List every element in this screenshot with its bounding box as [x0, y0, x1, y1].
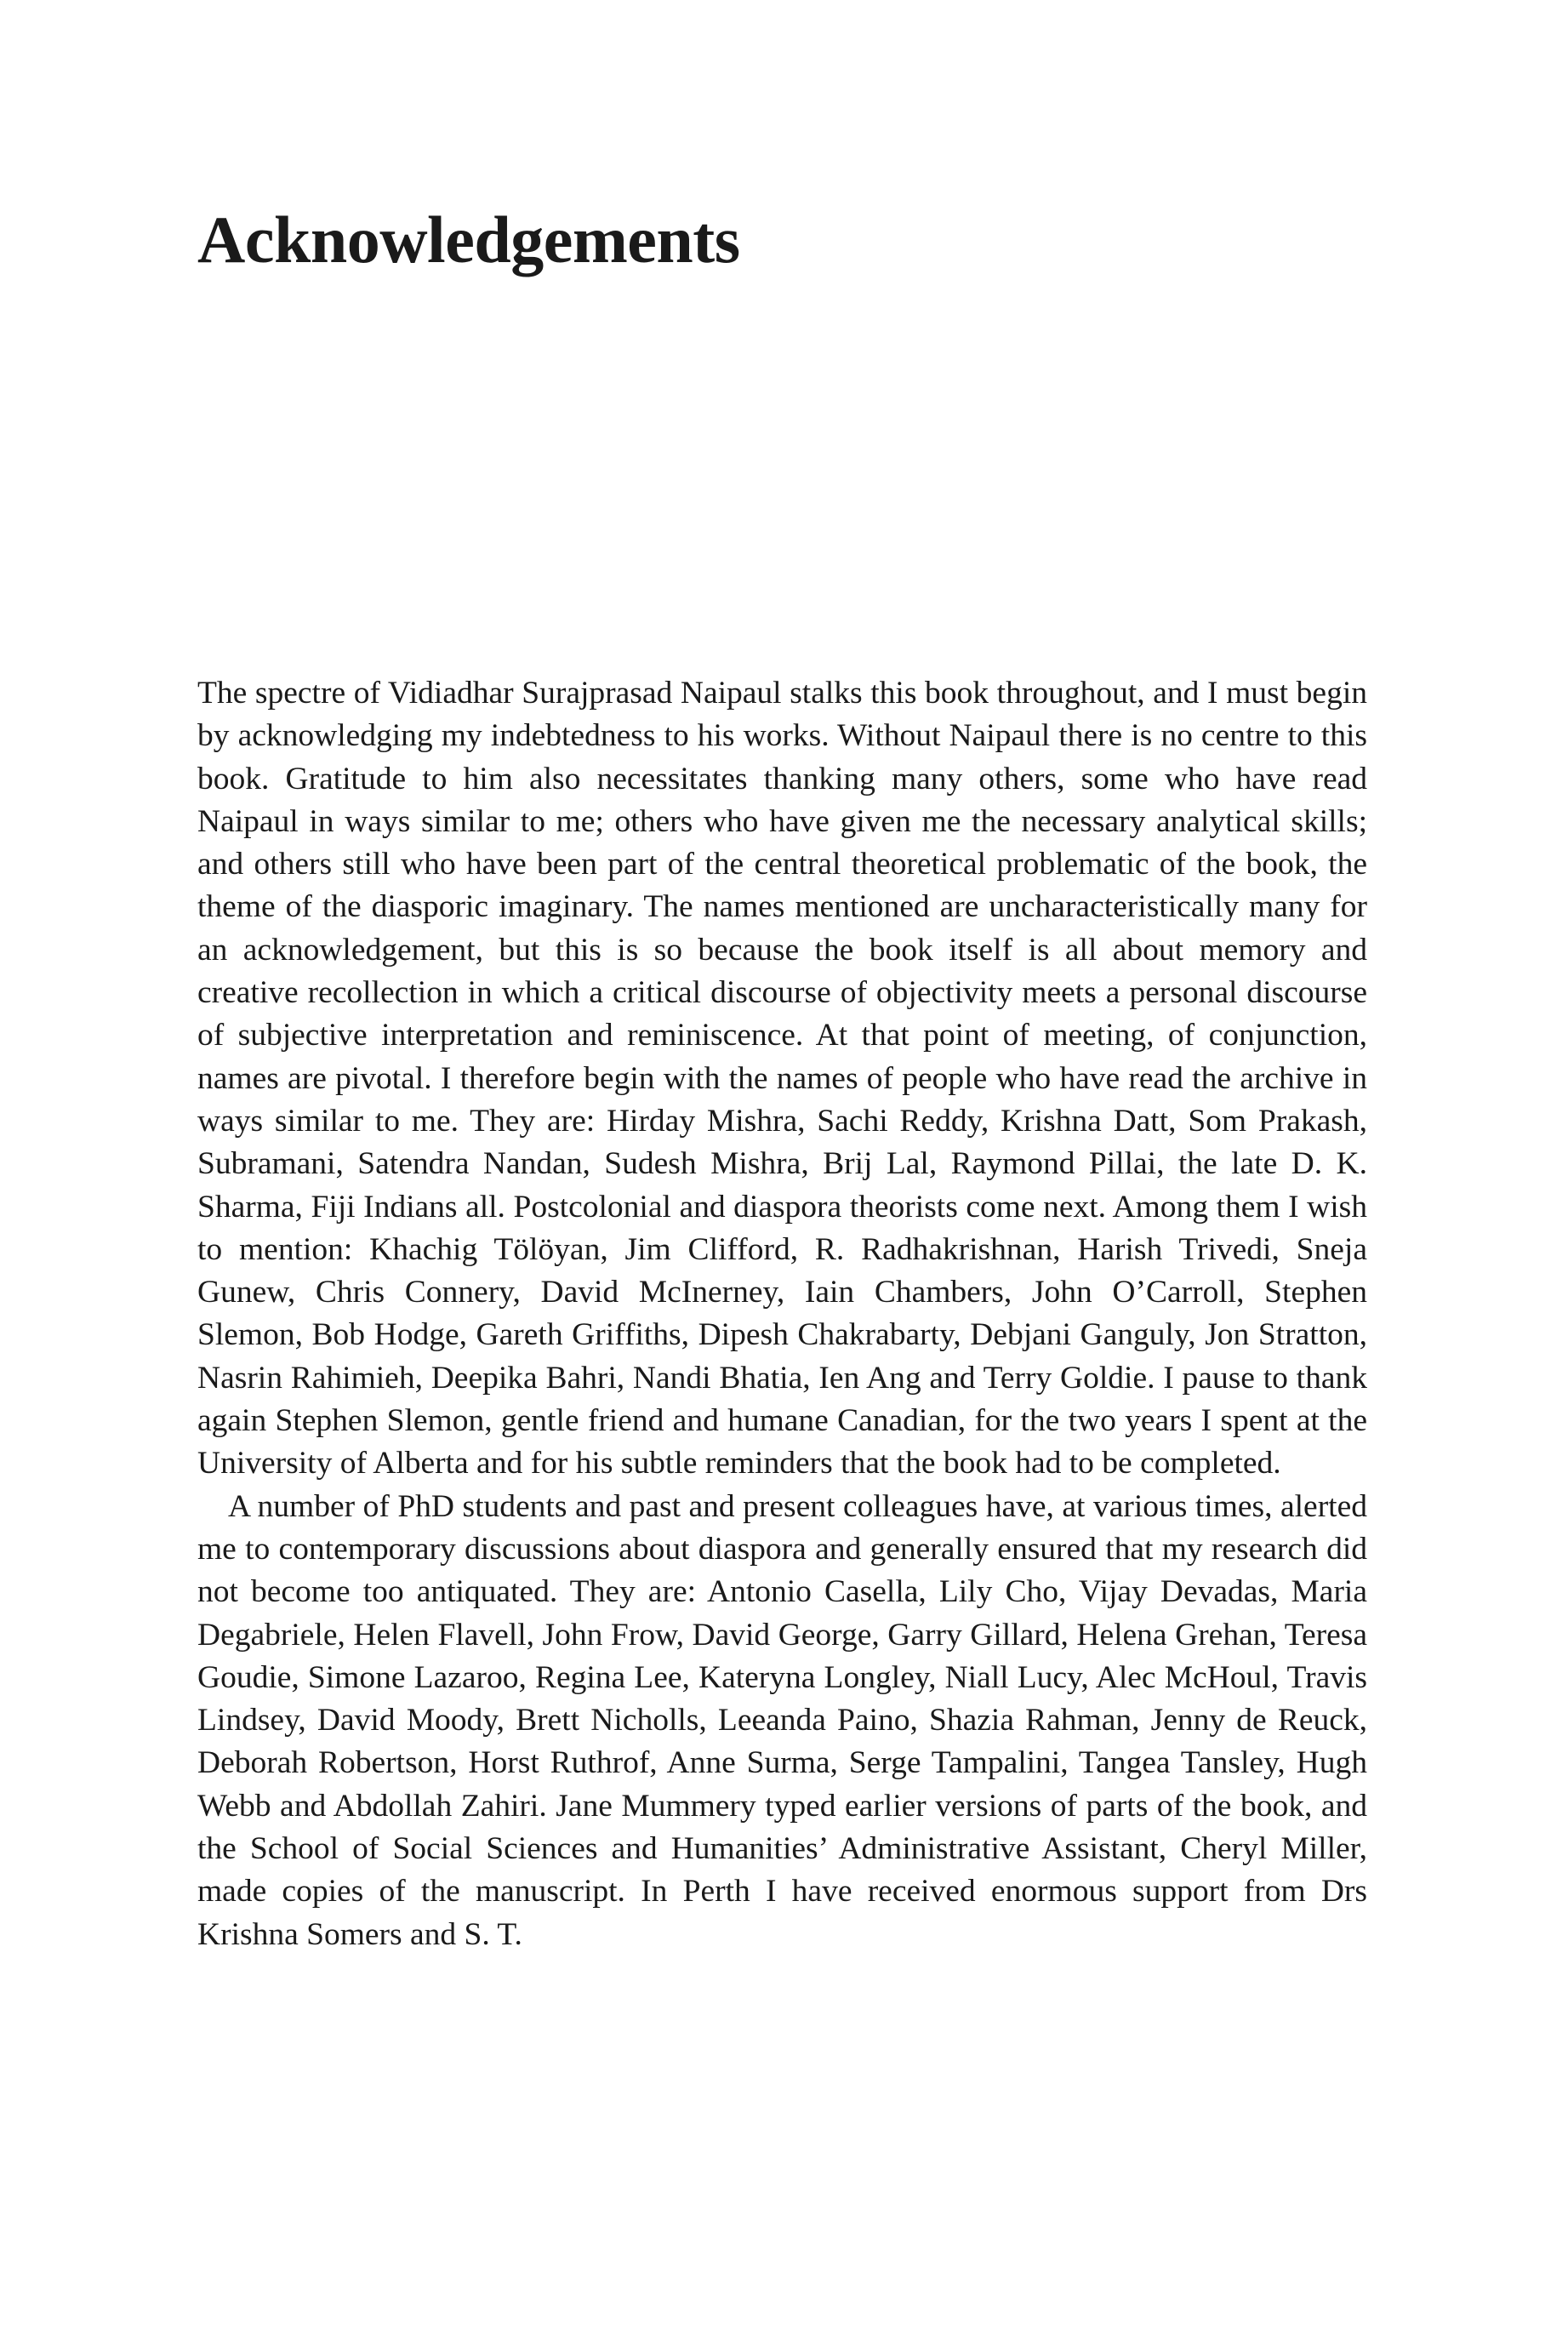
paragraph-1: The spectre of Vidiadhar Surajprasad Naipaul stalks this book throughout, and I must begin by acknowledging my indebtedness to his works. Without Naipaul there is no centre to this book. Gratitude to him also necessitates thanking many others, some who have read Naipaul in ways similar to me; others who have given me the necessary analytical skills; and others still who have been part of the central theoretical problematic of the book, the theme of the diasporic imaginary. The names mentioned are uncharacteristically many for an acknowledgement, but this is so because the book itself is all about memory and creative recollection in which a critical discourse of objectivity meets a personal discourse of subjective interpretation and reminiscence. At that point of meeting, of conjunction, names are pivotal. I therefore begin with the names of people who have read the archive in ways similar to me. They are: Hirday Mishra, Sachi Reddy, Krishna Datt, Som Prakash, Subramani, Satendra Nandan, Sudesh Mishra, Brij Lal, Raymond Pillai, the late D. K. Sharma, Fiji Indians all. Postcolonial and diaspora theorists come next. Among them I wish to mention: Khachig Tölöyan, Jim Clifford, R. Radhakrishnan, Harish Trivedi, Sneja Gunew, Chris Connery, David McInerney, Iain Chambers, John O’Carroll, Stephen Slemon, Bob Hodge, Gareth Griffiths, Dipesh Chakrabarty, Debjani Ganguly, Jon Stratton, Nasrin Rahimieh, Deepika Bahri, Nandi Bhatia, Ien Ang and Terry Goldie. I pause to thank again Stephen Slemon, gentle friend and humane Canadian, for the two years I spent at the University of Alberta and for his subtle reminders that the book had to be completed. [197, 676, 1367, 1481]
chapter-heading: Acknowledgements [197, 203, 740, 277]
acknowledgements-body [197, 672, 1367, 1956]
paragraph-2: A number of PhD students and past and present colleagues have, at various times, alerted me to contemporary discussions about diaspora and generally ensured that my research did not become too antiquated. They are: Antonio Casella, Lily Cho, Vijay Devadas, Maria Degabriele, Helen Flavell, John Frow, David George, Garry Gillard, Helena Grehan, Teresa Goudie, Simone Lazaroo, Regina Lee, Kateryna Longley, Niall Lucy, Alec McHoul, Travis Lindsey, David Moody, Brett Nicholls, Leeanda Paino, Shazia Rahman, Jenny de Reuck, Deborah Robertson, Horst Ruthrof, Anne Surma, Serge Tampalini, Tangea Tansley, Hugh Webb and Abdollah Zahiri. Jane Mummery typed earlier versions of parts of the book, and the School of Social Sciences and Humanities’ Administrative Assistant, Cheryl Miller, made copies of the manuscript. In Perth I have received enormous support from Drs Krishna Somers and S. T. [197, 1488, 1367, 1952]
